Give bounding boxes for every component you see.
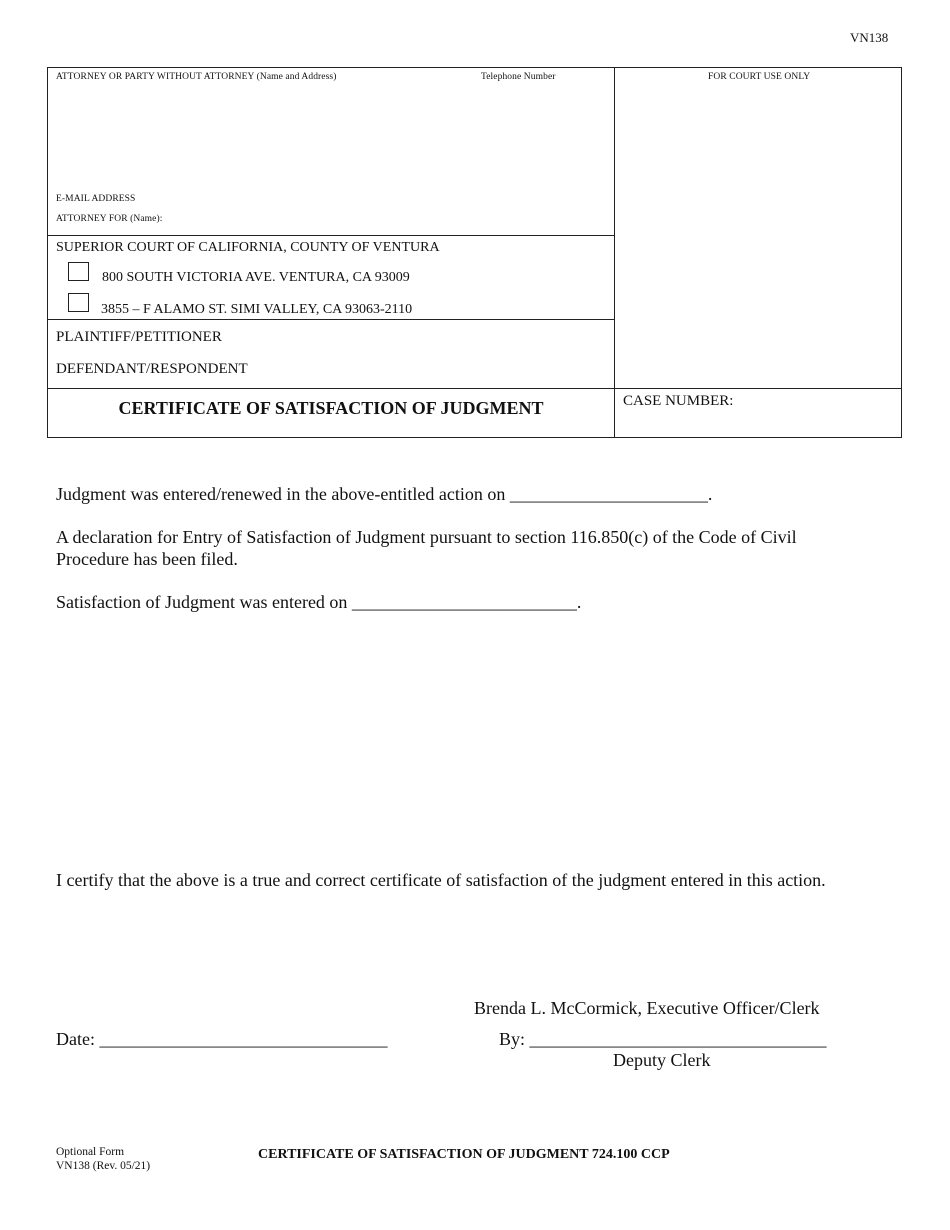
deputy-clerk-label: Deputy Clerk: [613, 1050, 711, 1070]
footer-title: CERTIFICATE OF SATISFACTION OF JUDGMENT 724.100 CCP: [258, 1147, 670, 1162]
attorney-label: ATTORNEY OR PARTY WITHOUT ATTORNEY (Name and Address): [56, 72, 337, 82]
court-use-label: FOR COURT USE ONLY: [708, 72, 811, 82]
telephone-label: Telephone Number: [481, 72, 556, 82]
ventura-location-checkbox[interactable]: [68, 262, 89, 281]
attorney-for-label: ATTORNEY FOR (Name):: [56, 214, 163, 224]
form-title: CERTIFICATE OF SATISFACTION OF JUDGMENT: [118, 398, 544, 418]
simi-valley-address: 3855 – F ALAMO ST. SIMI VALLEY, CA 93063-2110: [101, 302, 413, 317]
caption-divider-parties: [47, 319, 615, 320]
case-number-label: CASE NUMBER:: [623, 393, 734, 409]
certify-statement: I certify that the above is a true and correct certificate of satisfaction of the judgment entered in this action.: [56, 870, 826, 890]
declaration-line: A declaration for Entry of Satisfaction of Judgment pursuant to section 116.850(c) of the Code of Civil Procedure has been filed.: [56, 527, 797, 569]
defendant-label: DEFENDANT/RESPONDENT: [56, 361, 248, 377]
by-signature-field[interactable]: By: _________________________________: [499, 1029, 827, 1049]
executive-officer: Brenda L. McCormick, Executive Officer/Clerk: [474, 998, 820, 1018]
judgment-entered-line: Judgment was entered/renewed in the above-entitled action on ______________________.: [56, 484, 713, 504]
caption-divider-vertical: [614, 67, 615, 438]
plaintiff-label: PLAINTIFF/PETITIONER: [56, 329, 222, 345]
caption-divider-court: [47, 235, 615, 236]
date-field[interactable]: Date: ________________________________: [56, 1029, 388, 1049]
court-name: SUPERIOR COURT OF CALIFORNIA, COUNTY OF VENTURA: [56, 240, 440, 255]
satisfaction-entered-line: Satisfaction of Judgment was entered on _________________________.: [56, 592, 582, 612]
email-label: E-MAIL ADDRESS: [56, 194, 136, 204]
simi-valley-location-checkbox[interactable]: [68, 293, 89, 312]
caption-divider-title: [47, 388, 902, 389]
form-revision: VN138 (Rev. 05/21): [56, 1160, 151, 1172]
ventura-address: 800 SOUTH VICTORIA AVE. VENTURA, CA 93009: [102, 270, 410, 285]
optional-form-label: Optional Form: [56, 1146, 125, 1158]
form-id: VN138: [850, 30, 889, 45]
